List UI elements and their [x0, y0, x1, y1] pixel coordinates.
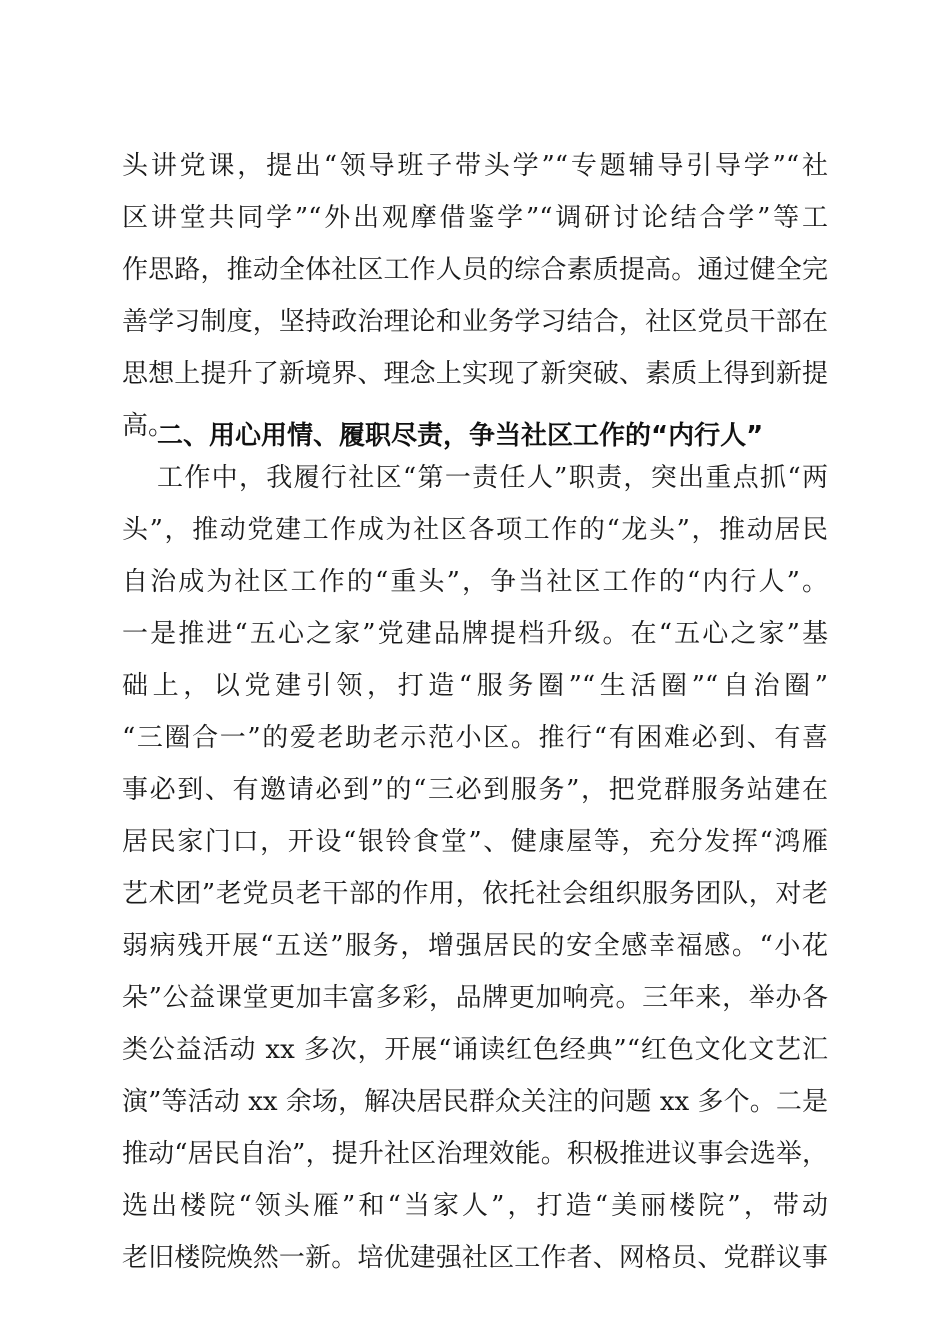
body-text-line: 演”等活动 xx 余场，解决居民群众关注的问题 xx 多个。二是 [122, 1087, 828, 1117]
body-text-line: 朵”公益课堂更加丰富多彩，品牌更加响亮。三年来，举办各 [122, 983, 828, 1013]
body-text-line: 头”，推动党建工作成为社区各项工作的“龙头”，推动居民 [122, 515, 828, 545]
body-text-line: 选出楼院“领头雁”和“当家人”，打造“美丽楼院”，带动 [122, 1191, 828, 1221]
body-text-line: 思想上提升了新境界、理念上实现了新突破、素质上得到新提 [122, 359, 828, 389]
body-text-line: 弱病残开展“五送”服务，增强居民的安全感幸福感。“小花 [122, 931, 828, 961]
body-text-line: 类公益活动 xx 多次，开展“诵读红色经典”“红色文化文艺汇 [122, 1035, 828, 1065]
body-text-line: “三圈合一”的爱老助老示范小区。推行“有困难必到、有喜 [122, 723, 828, 753]
body-text-line: 老旧楼院焕然一新。培优建强社区工作者、网格员、党群议事 [122, 1243, 828, 1273]
body-text-line: 艺术团”老党员老干部的作用，依托社会组织服务团队，对老 [122, 879, 828, 909]
body-text-line: 作思路，推动全体社区工作人员的综合素质提高。通过健全完 [122, 255, 828, 285]
body-text-line: 推动“居民自治”，提升社区治理效能。积极推进议事会选举， [122, 1139, 828, 1169]
body-text-line: 头讲党课，提出“领导班子带头学”“专题辅导引导学”“社 [122, 151, 828, 181]
body-text-line: 区讲堂共同学”“外出观摩借鉴学”“调研讨论结合学”等工 [122, 203, 828, 233]
body-text-line: 善学习制度，坚持政治理论和业务学习结合，社区党员干部在 [122, 307, 828, 337]
body-text-line: 工作中，我履行社区“第一责任人”职责，突出重点抓“两 [157, 463, 828, 493]
body-text-line: 础上，以党建引领，打造“服务圈”“生活圈”“自治圈” [122, 671, 828, 701]
body-text-line: 一是推进“五心之家”党建品牌提档升级。在“五心之家”基 [122, 619, 828, 649]
body-text-line: 自治成为社区工作的“重头”，争当社区工作的“内行人”。 [122, 567, 828, 597]
section-heading: 二、用心用情、履职尽责，争当社区工作的“内行人” [157, 421, 764, 451]
body-text-line: 事必到、有邀请必到”的“三必到服务”，把党群服务站建在 [122, 775, 828, 805]
body-text-line: 居民家门口，开设“银铃食堂”、健康屋等，充分发挥“鸿雁 [122, 827, 828, 857]
body-text-line: 高。 [122, 411, 175, 441]
